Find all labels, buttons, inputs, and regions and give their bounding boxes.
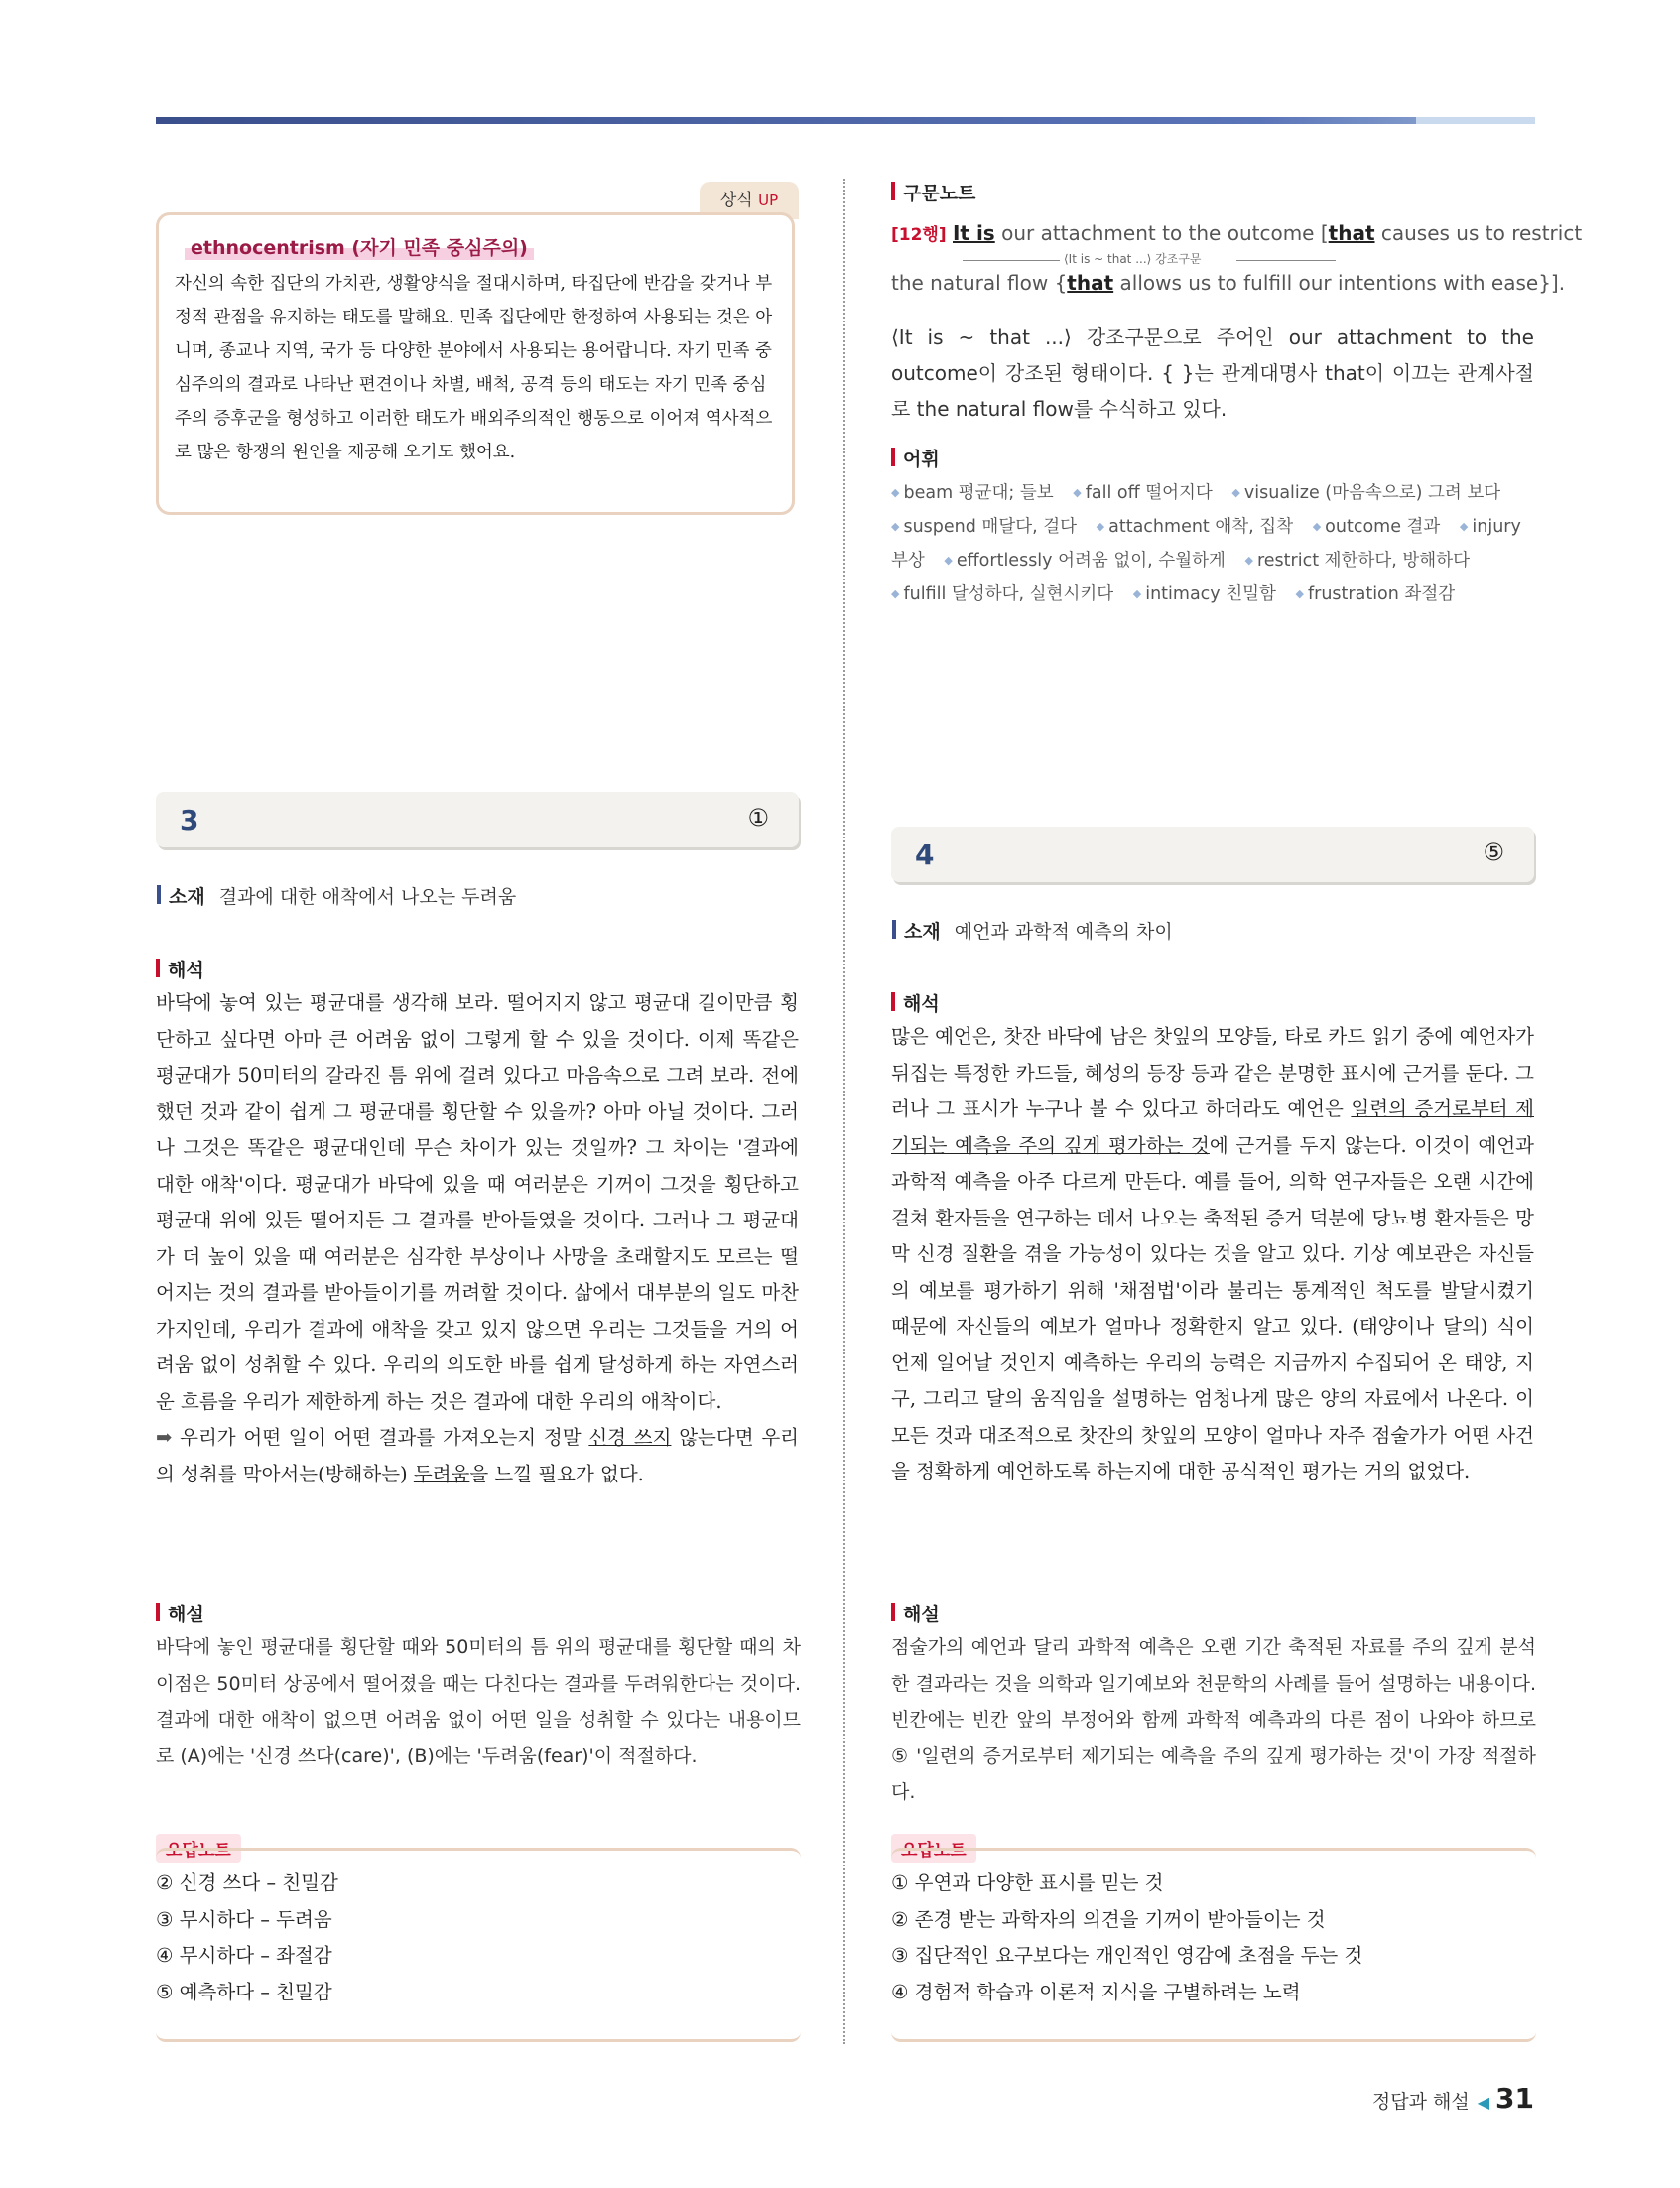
q3-header xyxy=(156,792,799,847)
q3-translation xyxy=(156,985,799,1492)
q4-trans-heading: 해석 xyxy=(891,989,940,1016)
q3-expl-heading: 해설 xyxy=(156,1600,204,1626)
q4-wrong-item: ② 존경 받는 과학자의 의견을 기꺼이 받아들이는 것 xyxy=(891,1907,1326,1931)
vocab-item: ◆ beam 평균대; 들보 xyxy=(891,483,1054,503)
q4-wrong-item: ① 우연과 다양한 표시를 믿는 것 xyxy=(891,1871,1164,1894)
q4-header xyxy=(891,827,1534,882)
q4-topic-text: 예언과 과학적 예측의 차이 xyxy=(954,921,1173,943)
q3-summary-a: 우리가 어떤 일이 어떤 결과를 가져오는지 정말 xyxy=(172,1426,589,1449)
syntax-line2-end: allows us to fulfill our intentions with ease}]. xyxy=(1113,271,1566,295)
knowledge-tab-up: UP xyxy=(758,192,779,209)
q3-wrong-item: ② 신경 쓰다 – 친밀감 xyxy=(156,1871,338,1894)
column-divider xyxy=(843,179,845,2044)
syntax-bracket-left xyxy=(963,260,1060,261)
syntax-line2-start: the natural flow { xyxy=(891,271,1068,295)
q3-trans-heading: 해석 xyxy=(156,956,204,982)
q4-translation xyxy=(891,1019,1534,1490)
syntax-that-2: that xyxy=(1067,271,1114,295)
q4-number: 4 xyxy=(915,838,935,871)
syntax-line-tag: [12행] xyxy=(891,225,947,245)
syntax-line2 xyxy=(891,271,1565,295)
syntax-note: ⟨It is ~ that ...⟩ 강조구문 xyxy=(1064,252,1202,266)
vocab-item: ◆ intimacy 친밀함 xyxy=(1133,584,1276,604)
syntax-body: ⟨It is ~ that ...⟩ 강조구문으로 주어인 our attachment to the outcome이 강조된 형태이다. { }는 관계대명사 that이 이끄는 관계사절로 the natural flow를 수식하고 있다. xyxy=(891,325,1534,421)
q4-translation-a: 많은 예언은, 찻잔 바닥에 남은 찻잎의 모양들, 타로 카드 읽기 중에 예언자가 뒤집는 특정한 카드들, 혜성의 등장 등과 같은 분명한 표시에 근거를 둔다. 그러나 그 표시가 누구나 볼 수 있다고 하더라도 예언은 xyxy=(891,1025,1534,1120)
vocab-item: ◆ restrict 제한하다, 방해하다 xyxy=(1245,551,1471,571)
q4-wrong-item: ④ 경험적 학습과 이론적 지식을 구별하려는 노력 xyxy=(891,1980,1301,2003)
syntax-line1-mid: our attachment to the outcome [ xyxy=(994,221,1329,245)
syntax-it-is: It is xyxy=(952,221,995,245)
vocab-list xyxy=(891,476,1536,611)
footer-label: 정답과 해설 xyxy=(1371,2091,1470,2113)
q3-number: 3 xyxy=(180,804,199,837)
q3-summary-fear: 두려움 xyxy=(413,1462,470,1485)
vocab-heading: 어휘 xyxy=(891,445,940,471)
q3-wrong-item: ⑤ 예측하다 – 친밀감 xyxy=(156,1980,332,2003)
syntax-bracket-right xyxy=(1236,260,1336,261)
q3-topic-text: 결과에 대한 애착에서 나오는 두려움 xyxy=(218,886,517,908)
knowledge-box xyxy=(156,212,795,515)
vocab-item: ◆ frustration 좌절감 xyxy=(1296,584,1456,604)
q4-translation-b: 에 근거를 두지 않는다. 이것이 예언과 과학적 예측을 아주 다르게 만든다. 예를 들어, 의학 연구자들은 오랜 시간에 걸쳐 환자들을 연구하는 데서 나오는 축적된 증거 덕분에 당뇨병 환자들은 망막 신경 질환을 겪을 가능성이 있다는 것을 알고 있다. 기상 예보관은 자신들의 예보를 평가하기 위해 '채점법'이라 불리는 통계적인 척도를 발달시켰기 때문에 자신들의 예보가 얼마나 정확한지 알고 있다. (태양이나 달의) 식이 언제 일어날 것인지 예측하는 우리의 능력은 지금까지 수집되어 온 태양, 지구, 그리고 달의 움직임을 설명하는 엄청나게 많은 양의 자료에서 나온다. 이 모든 것과 대조적으로 찻잔의 찻잎의 모양이 얼마나 자주 점술가가 어떤 사건을 정확하게 예언하도록 하는지에 대한 공식적인 평가는 거의 없었다. xyxy=(891,1133,1534,1482)
q3-topic xyxy=(169,882,516,909)
vocab-item: ◆ attachment 애착, 집착 xyxy=(1097,517,1293,537)
q3-summary-b: 않는다면 우리의 성취를 막아서는(방해하는) xyxy=(156,1426,799,1485)
vocab-item: ◆ effortlessly 어려움 없이, 수월하게 xyxy=(944,551,1226,571)
vocab-item: ◆ fulfill 달성하다, 실현시키다 xyxy=(891,584,1113,604)
q3-explanation: 바닥에 놓인 평균대를 횡단할 때와 50미터의 틈 위의 평균대를 횡단할 때의 차이점은 50미터 상공에서 떨어졌을 때는 다친다는 결과를 두려워한다는 것이다. 결과에 대한 애착이 없으면 어려움 없이 어떤 일을 성취할 수 있다는 내용이므로 (A)에는 '신경 쓰다(care)', (B)에는 '두려움(fear)'이 적절하다. xyxy=(156,1636,801,1767)
q3-topic-label: 소재 xyxy=(169,886,205,908)
page-footer xyxy=(1372,2082,1534,2115)
q4-wrong-label: 오답노트 xyxy=(891,1834,976,1863)
q3-answer: ① xyxy=(747,804,769,832)
q3-wrong-list xyxy=(156,1866,338,2010)
knowledge-tab-label: 상식 xyxy=(719,191,753,210)
q4-topic-label: 소재 xyxy=(904,921,941,943)
q3-wrong-label: 오답노트 xyxy=(156,1834,241,1863)
q3-summary-c: 을 느낄 필요가 없다. xyxy=(469,1462,644,1485)
syntax-line1-end: causes us to restrict xyxy=(1374,221,1583,245)
q3-wrong-item: ③ 무시하다 – 두려움 xyxy=(156,1907,332,1931)
vocab-item: ◆ suspend 매달다, 걸다 xyxy=(891,517,1077,537)
arrow-icon: ➡ xyxy=(156,1426,173,1449)
q4-explanation: 점술가의 예언과 달리 과학적 예측은 오랜 기간 축적된 자료를 주의 깊게 분석한 결과라는 것을 의학과 일기예보와 천문학의 사례를 들어 설명하는 내용이다. 빈칸에는 빈칸 앞의 부정어와 함께 과학적 예측과의 다른 점이 나와야 하므로 ⑤ '일련의 증거로부터 제기되는 예측을 주의 깊게 평가하는 것'이 가장 적절하다. xyxy=(891,1636,1536,1803)
q4-answer: ⑤ xyxy=(1483,838,1504,866)
knowledge-text: 자신의 속한 집단의 가치관, 생활양식을 절대시하며, 타집단에 반감을 갖거나 부정적 관점을 유지하는 태도를 말해요. 민족 집단에만 한정하여 사용되는 것은 아니며, 종교나 지역, 국가 등 다양한 분야에서 사용되는 용어랍니다. 자기 민족 중심주의의 결과로 나타난 편견이나 차별, 배척, 공격 등의 태도는 자기 민족 중심주의 증후군을 형성하고 이러한 태도가 배외주의적인 행동으로 이어져 역사적으로 많은 항쟁의 원인을 제공해 오기도 했어요. xyxy=(175,274,773,462)
syntax-heading: 구문노트 xyxy=(891,179,975,205)
syntax-that-1: that xyxy=(1328,221,1375,245)
q3-wrong-item: ④ 무시하다 – 좌절감 xyxy=(156,1944,332,1967)
top-bar xyxy=(156,117,1535,124)
q4-wrong-item: ③ 집단적인 요구보다는 개인적인 영감에 초점을 두는 것 xyxy=(891,1944,1363,1967)
vocab-item: ◆ injury 부상 xyxy=(891,517,1521,571)
q3-summary-care: 신경 쓰지 xyxy=(588,1426,672,1449)
q4-topic xyxy=(904,917,1173,944)
vocab-item: ◆ fall off 떨어지다 xyxy=(1073,483,1213,503)
vocab-item: ◆ visualize (마음속으로) 그려 보다 xyxy=(1231,483,1500,503)
q4-translation-underlined: 일련의 증거로부터 제기되는 예측을 주의 깊게 평가하는 것 xyxy=(891,1097,1534,1157)
vocab-item: ◆ outcome 결과 xyxy=(1313,517,1441,537)
knowledge-title: ethnocentrism (자기 민족 중심주의) xyxy=(185,233,534,260)
q4-expl-heading: 해설 xyxy=(891,1600,940,1626)
syntax-line1 xyxy=(891,220,1582,245)
triangle-left-icon: ◀ xyxy=(1477,2093,1490,2112)
q4-wrong-list xyxy=(891,1866,1362,2010)
q3-translation-text: 바닥에 놓여 있는 평균대를 생각해 보라. 떨어지지 않고 평균대 길이만큼 횡단하고 싶다면 아마 큰 어려움 없이 그렇게 할 수 있을 것이다. 이제 똑같은 평균대가 50미터의 갈라진 틈 위에 걸려 있다고 마음속으로 그려 보라. 전에 했던 것과 같이 쉽게 그 평균대를 횡단할 수 있을까? 아마 아닐 것이다. 그러나 그것은 똑같은 평균대인데 무슨 차이가 있는 것일까? 그 차이는 '결과에 대한 애착'이다. 평균대가 바닥에 있을 때 여러분은 기꺼이 그것을 횡단하고 평균대 위에 있든 떨어지든 그 결과를 받아들였을 것이다. 그러나 그 평균대가 더 높이 있을 때 여러분은 심각한 부상이나 사망을 초래할지도 모르는 떨어지는 것의 결과를 받아들이기를 꺼려할 것이다. 삶에서 대부분의 일도 마찬가지인데, 우리가 결과에 애착을 갖고 있지 않으면 우리는 그것들을 거의 어려움 없이 성취할 수 있다. 우리의 의도한 바를 쉽게 달성하게 하는 자연스러운 흐름을 우리가 제한하게 하는 것은 결과에 대한 우리의 애착이다. xyxy=(156,991,799,1413)
page-number: 31 xyxy=(1495,2082,1534,2115)
